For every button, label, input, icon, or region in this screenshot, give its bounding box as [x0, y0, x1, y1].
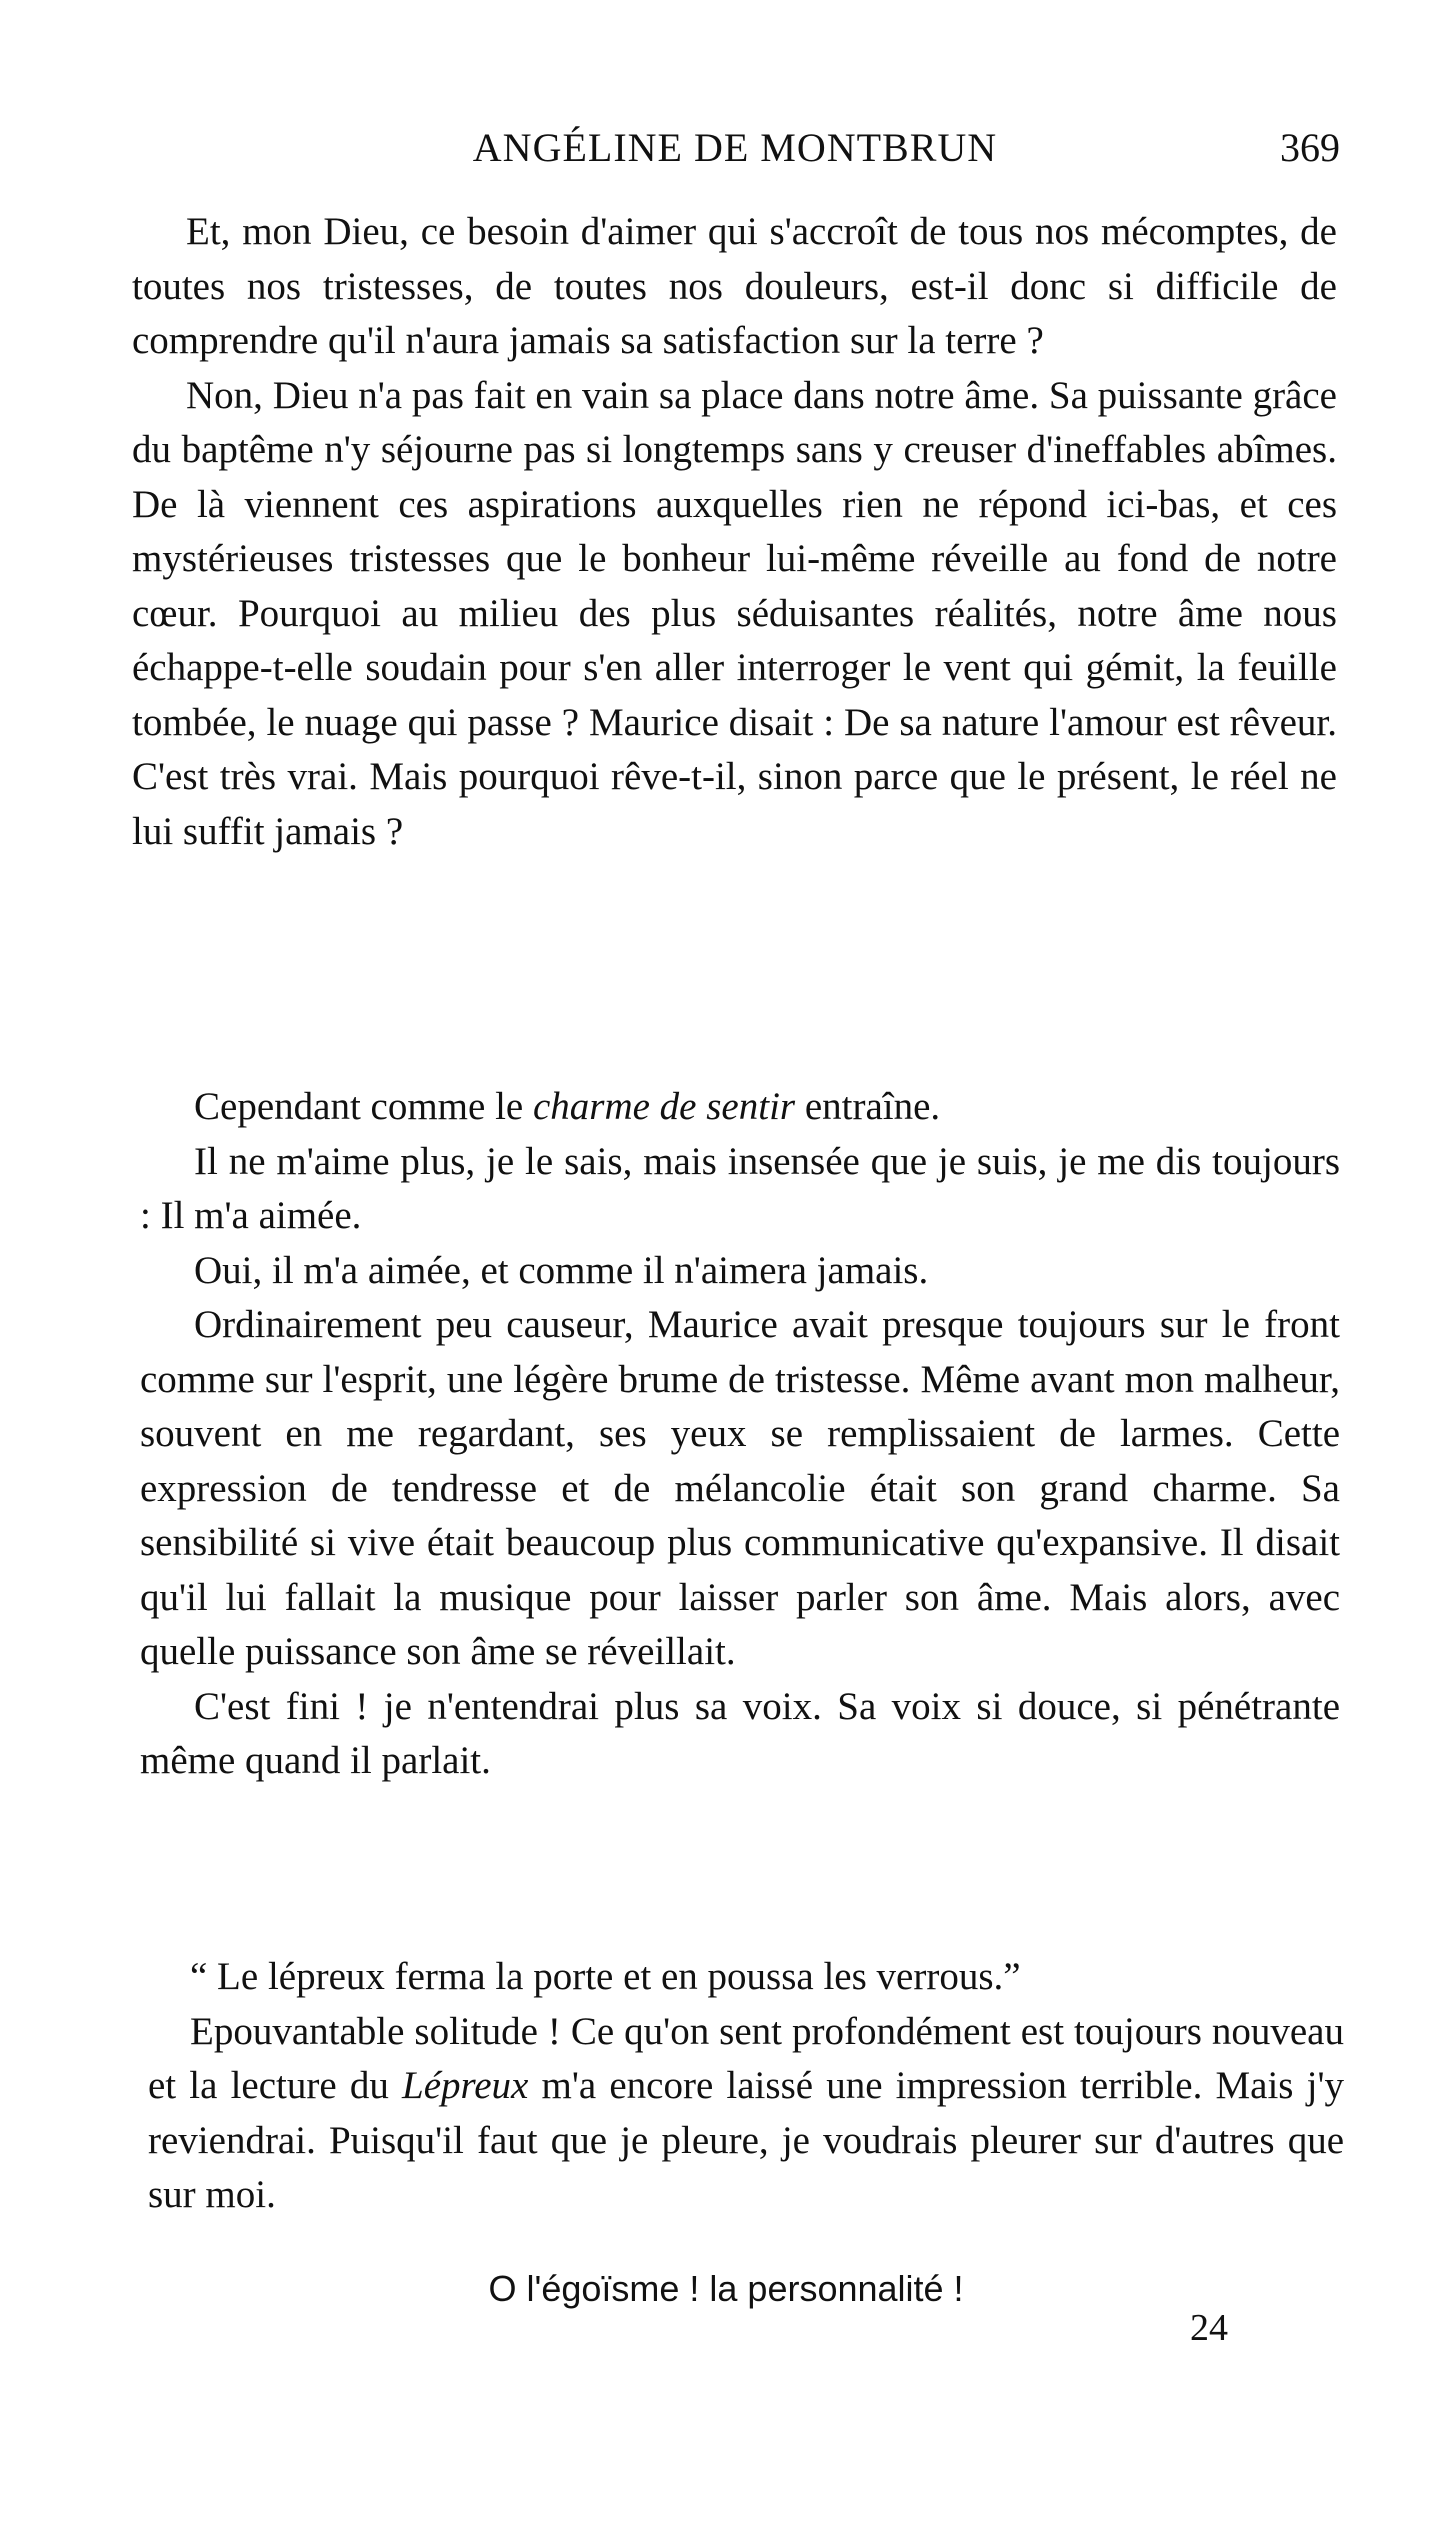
text-block-1: [132, 205, 1337, 859]
paragraph: Ordinairement peu causeur, Maurice avait presque toujours sur le front comme sur l'esprit, une légère brume de tristesse. Même avant mon malheur, souvent en me regardant, ses yeux se remplissaient de larmes. Cette expression de tendresse et de mélancolie était son grand charme. Sa sensibilité si vive était beaucoup plus communicative qu'expansive. Il disait qu'il lui fallait la musique pour laisser parler son âme. Mais alors, avec quelle puissance son âme se réveillait.: [140, 1303, 1340, 1673]
text-block-3: [148, 1950, 1344, 2223]
paragraph: C'est fini ! je n'entendrai plus sa voix. Sa voix si douce, si pénétrante même quand il parlait.: [140, 1684, 1340, 1782]
paragraph-text: entraîne.: [795, 1085, 941, 1128]
text-block-2: [140, 1080, 1340, 1789]
italic-title: Lépreux: [402, 2064, 529, 2107]
paragraph: [148, 2005, 1344, 2223]
paragraph: Non, Dieu n'a pas fait en vain sa place dans notre âme. Sa puissante grâce du baptême n'y séjourne pas si longtemps sans y creuser d'ineffables abîmes. De là viennent ces aspirations auxquelles rien ne répond ici-bas, et ces mystérieuses tristesses que le bonheur lui-même réveille au fond de notre cœur. Pourquoi au milieu des plus séduisantes réalités, notre âme nous échappe-t-elle soudain pour s'en aller interroger le vent qui gémit, la feuille tombée, le nuage qui passe ? Maurice disait : De sa nature l'amour est rêveur. C'est très vrai. Mais pourquoi rêve-t-il, sinon parce que le présent, le réel ne lui suffit jamais ?: [132, 373, 1337, 853]
signature-mark: 24: [1190, 2307, 1228, 2349]
paragraph: Oui, il m'a aimée, et comme il n'aimera jamais.: [194, 1248, 929, 1292]
paragraph-text: Cependant comme le: [194, 1085, 533, 1128]
page-header: [130, 124, 1340, 180]
page-number: 369: [1280, 125, 1340, 170]
quotation: “ Le lépreux ferma la porte et en poussa les verrous.”: [190, 1955, 1021, 1998]
italic-phrase: charme de sentir: [532, 1085, 796, 1128]
paragraph: Et, mon Dieu, ce besoin d'aimer qui s'accroît de tous nos mécomptes, de toutes nos tristesses, de toutes nos douleurs, est-il donc si difficile de comprendre qu'il n'aura jamais sa satisfaction sur la terre ?: [132, 210, 1337, 362]
paragraph: [140, 1080, 1340, 1135]
paragraph-text: m'a encore laissé une impression terrible. Mais j'y reviendrai. Puisqu'il faut que je pleure, je voudrais pleurer sur d'autres que sur moi.: [148, 2064, 1344, 2216]
paragraph-text: Epouvantable solitude ! Ce qu'on sent profondément est toujours nouveau et la lecture du: [148, 2009, 1344, 2107]
paragraph: Il ne m'aime plus, je le sais, mais insensée que je suis, je me dis toujours : Il m'a aimée.: [140, 1139, 1340, 1237]
closing-line: O l'égoïsme ! la personnalité !: [488, 2268, 964, 2309]
running-title: ANGÉLINE DE MONTBRUN: [472, 125, 998, 170]
